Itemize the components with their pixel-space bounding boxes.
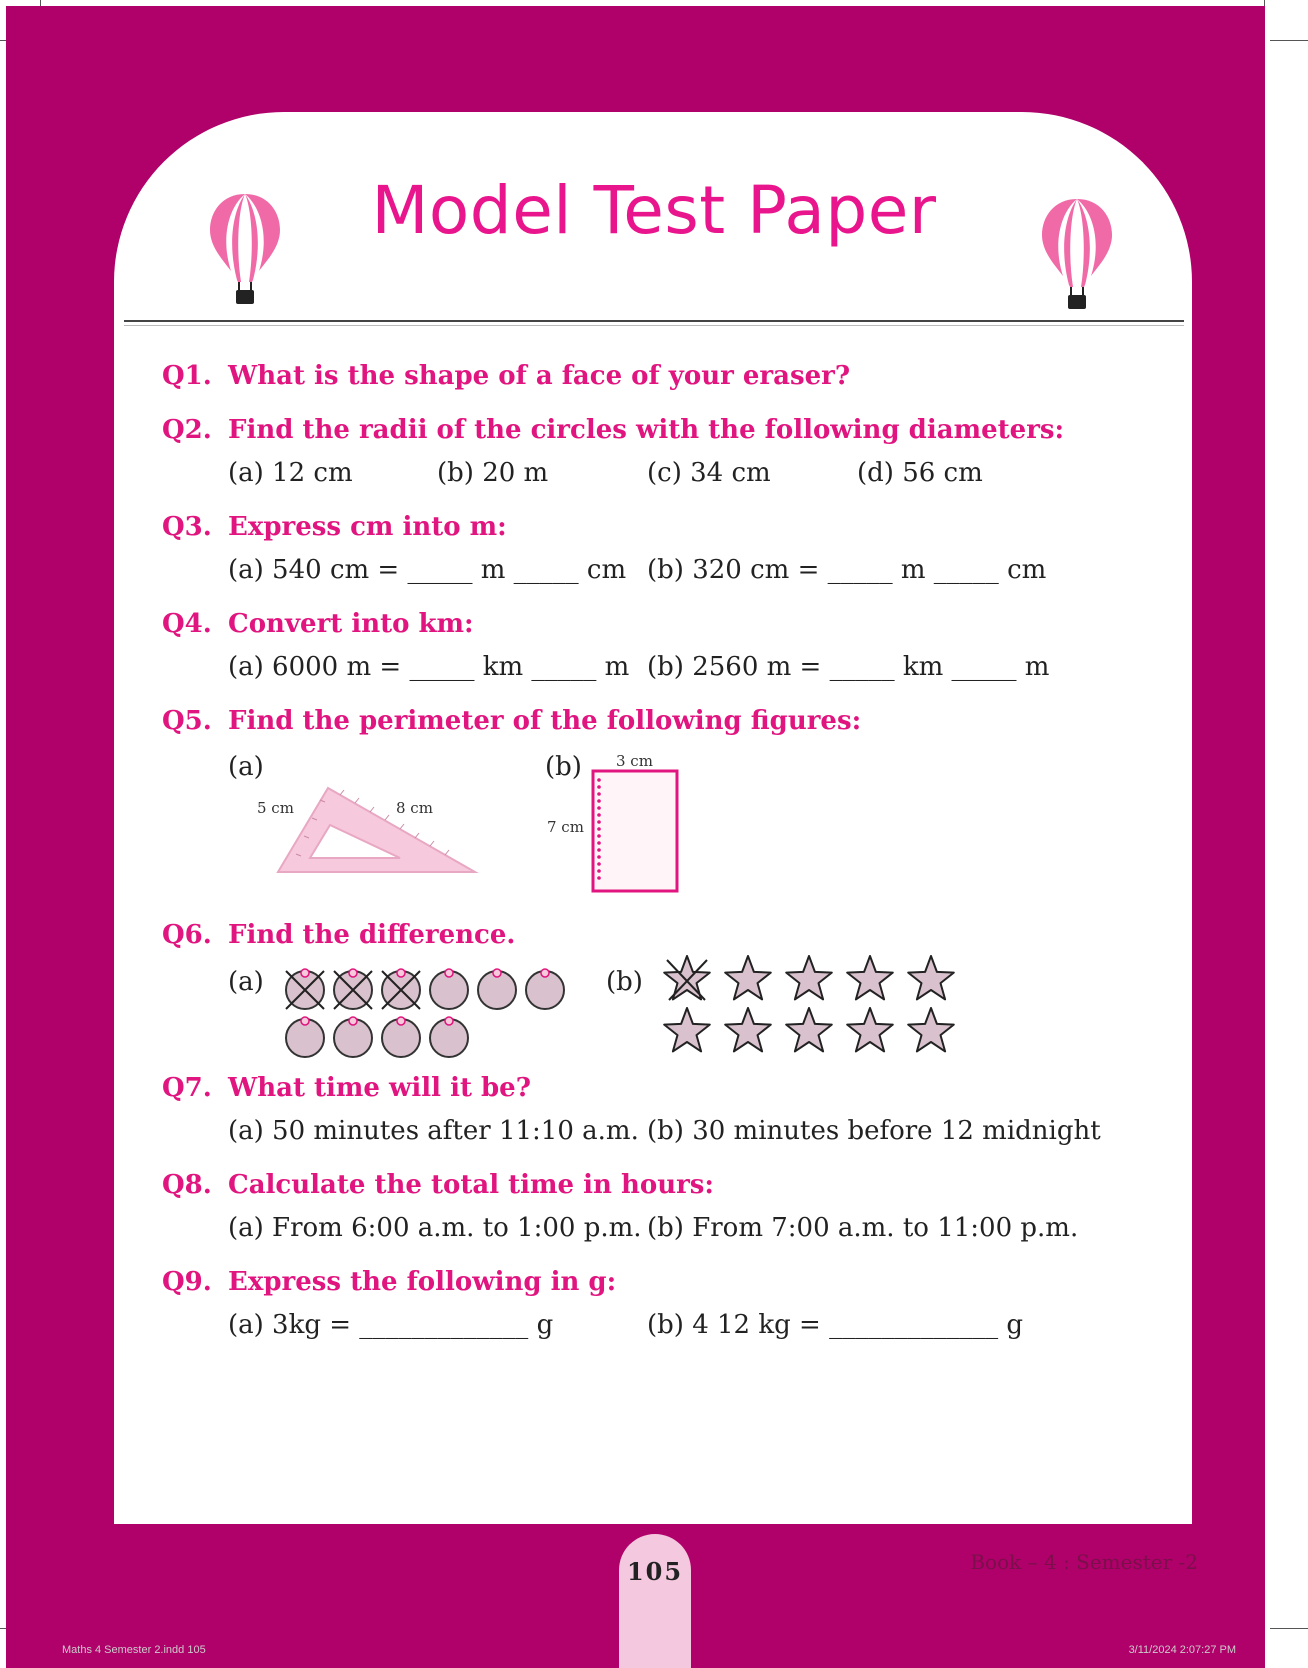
crossed-circle [286,969,324,1009]
star-item [725,1008,771,1051]
answer-option: (b) 30 minutes before 12 midnight [647,1116,1101,1146]
question-5 [162,706,861,736]
star-item [908,1008,954,1051]
star-item [786,1008,832,1051]
question-text: What is the shape of a face of your eraser? [228,361,851,391]
crossed-circle [382,969,420,1009]
book-footer: Book – 4 : Semester -2 [970,1550,1198,1574]
answer-option: (a) From 6:00 a.m. to 1:00 p.m. [228,1213,642,1243]
crop-mark [1270,40,1308,41]
circle-item [478,969,516,1009]
question-8 [162,1170,714,1200]
star-item [786,956,832,999]
question-3 [162,512,507,542]
dimension-label: 5 cm [257,799,294,817]
question-text: Find the radii of the circles with the following diameters: [228,415,1065,445]
question-text: Express the following in g: [228,1267,617,1297]
crossed-circle [334,969,372,1009]
figure-label: (b) [545,752,582,782]
question-number: Q6. [162,920,212,950]
crossed-star [664,956,710,1000]
answer-option: (a) 540 cm = _____ m _____ cm [228,555,627,585]
question-number: Q4. [162,609,212,639]
circle-item [382,1017,420,1057]
answer-option: (a) 12 cm [228,458,353,488]
answer-option: (a) 6000 m = _____ km _____ m [228,652,630,682]
circle-item [430,1017,468,1057]
figure-label: (a) [228,967,264,997]
hot-air-balloon-icon [208,190,282,306]
dimension-label: 3 cm [616,752,653,770]
star-item [908,956,954,999]
figure-label: (a) [228,752,264,782]
star-item [847,956,893,999]
question-text: Convert into km: [228,609,474,639]
circle-item [334,1017,372,1057]
notebook-figure [590,768,680,894]
title-divider [124,320,1184,322]
title-divider [124,325,1184,326]
question-number: Q9. [162,1267,212,1297]
answer-option: (a) 3kg = _____________ g [228,1310,554,1340]
hot-air-balloon-icon [1040,195,1114,311]
question-number: Q5. [162,706,212,736]
answer-option: (b) 320 cm = _____ m _____ cm [647,555,1047,585]
answer-option: (b) 2560 m = _____ km _____ m [647,652,1050,682]
answer-option: (c) 34 cm [647,458,771,488]
stars-group [656,950,966,1060]
set-square-figure [270,780,480,880]
question-1 [162,361,850,391]
page-number-tab [619,1534,691,1668]
question-4 [162,609,474,639]
question-2 [162,415,1064,445]
print-slug: Maths 4 Semester 2.indd 105 [62,1644,206,1656]
dimension-label: 8 cm [396,799,433,817]
question-text: Express cm into m: [228,512,507,542]
question-number: Q7. [162,1073,212,1103]
question-text: Find the perimeter of the following figures: [228,706,862,736]
page-title: Model Test Paper [371,172,937,249]
dimension-label: 7 cm [547,818,584,836]
figure-label: (b) [606,967,643,997]
answer-option: (b) From 7:00 a.m. to 11:00 p.m. [647,1213,1079,1243]
question-text: Calculate the total time in hours: [228,1170,715,1200]
circle-item [286,1017,324,1057]
star-item [664,1008,710,1051]
answer-option: (d) 56 cm [857,458,983,488]
answer-option: (a) 50 minutes after 11:10 a.m. [228,1116,639,1146]
question-9 [162,1267,616,1297]
answer-option: (b) 4 12 kg = _____________ g [647,1310,1023,1340]
question-text: What time will it be? [228,1073,531,1103]
page-number: 105 [626,1557,684,1586]
star-item [725,956,771,999]
question-7 [162,1073,531,1103]
circle-item [430,969,468,1009]
circle-item [526,969,564,1009]
print-slug: 3/11/2024 2:07:27 PM [1128,1644,1236,1656]
star-item [847,1008,893,1051]
question-number: Q3. [162,512,212,542]
question-number: Q2. [162,415,212,445]
crop-mark [1270,1628,1308,1629]
answer-option: (b) 20 m [437,458,549,488]
question-text: Find the difference. [228,920,516,950]
question-number: Q1. [162,361,212,391]
circles-group [280,960,580,1060]
question-number: Q8. [162,1170,212,1200]
question-6 [162,920,516,950]
